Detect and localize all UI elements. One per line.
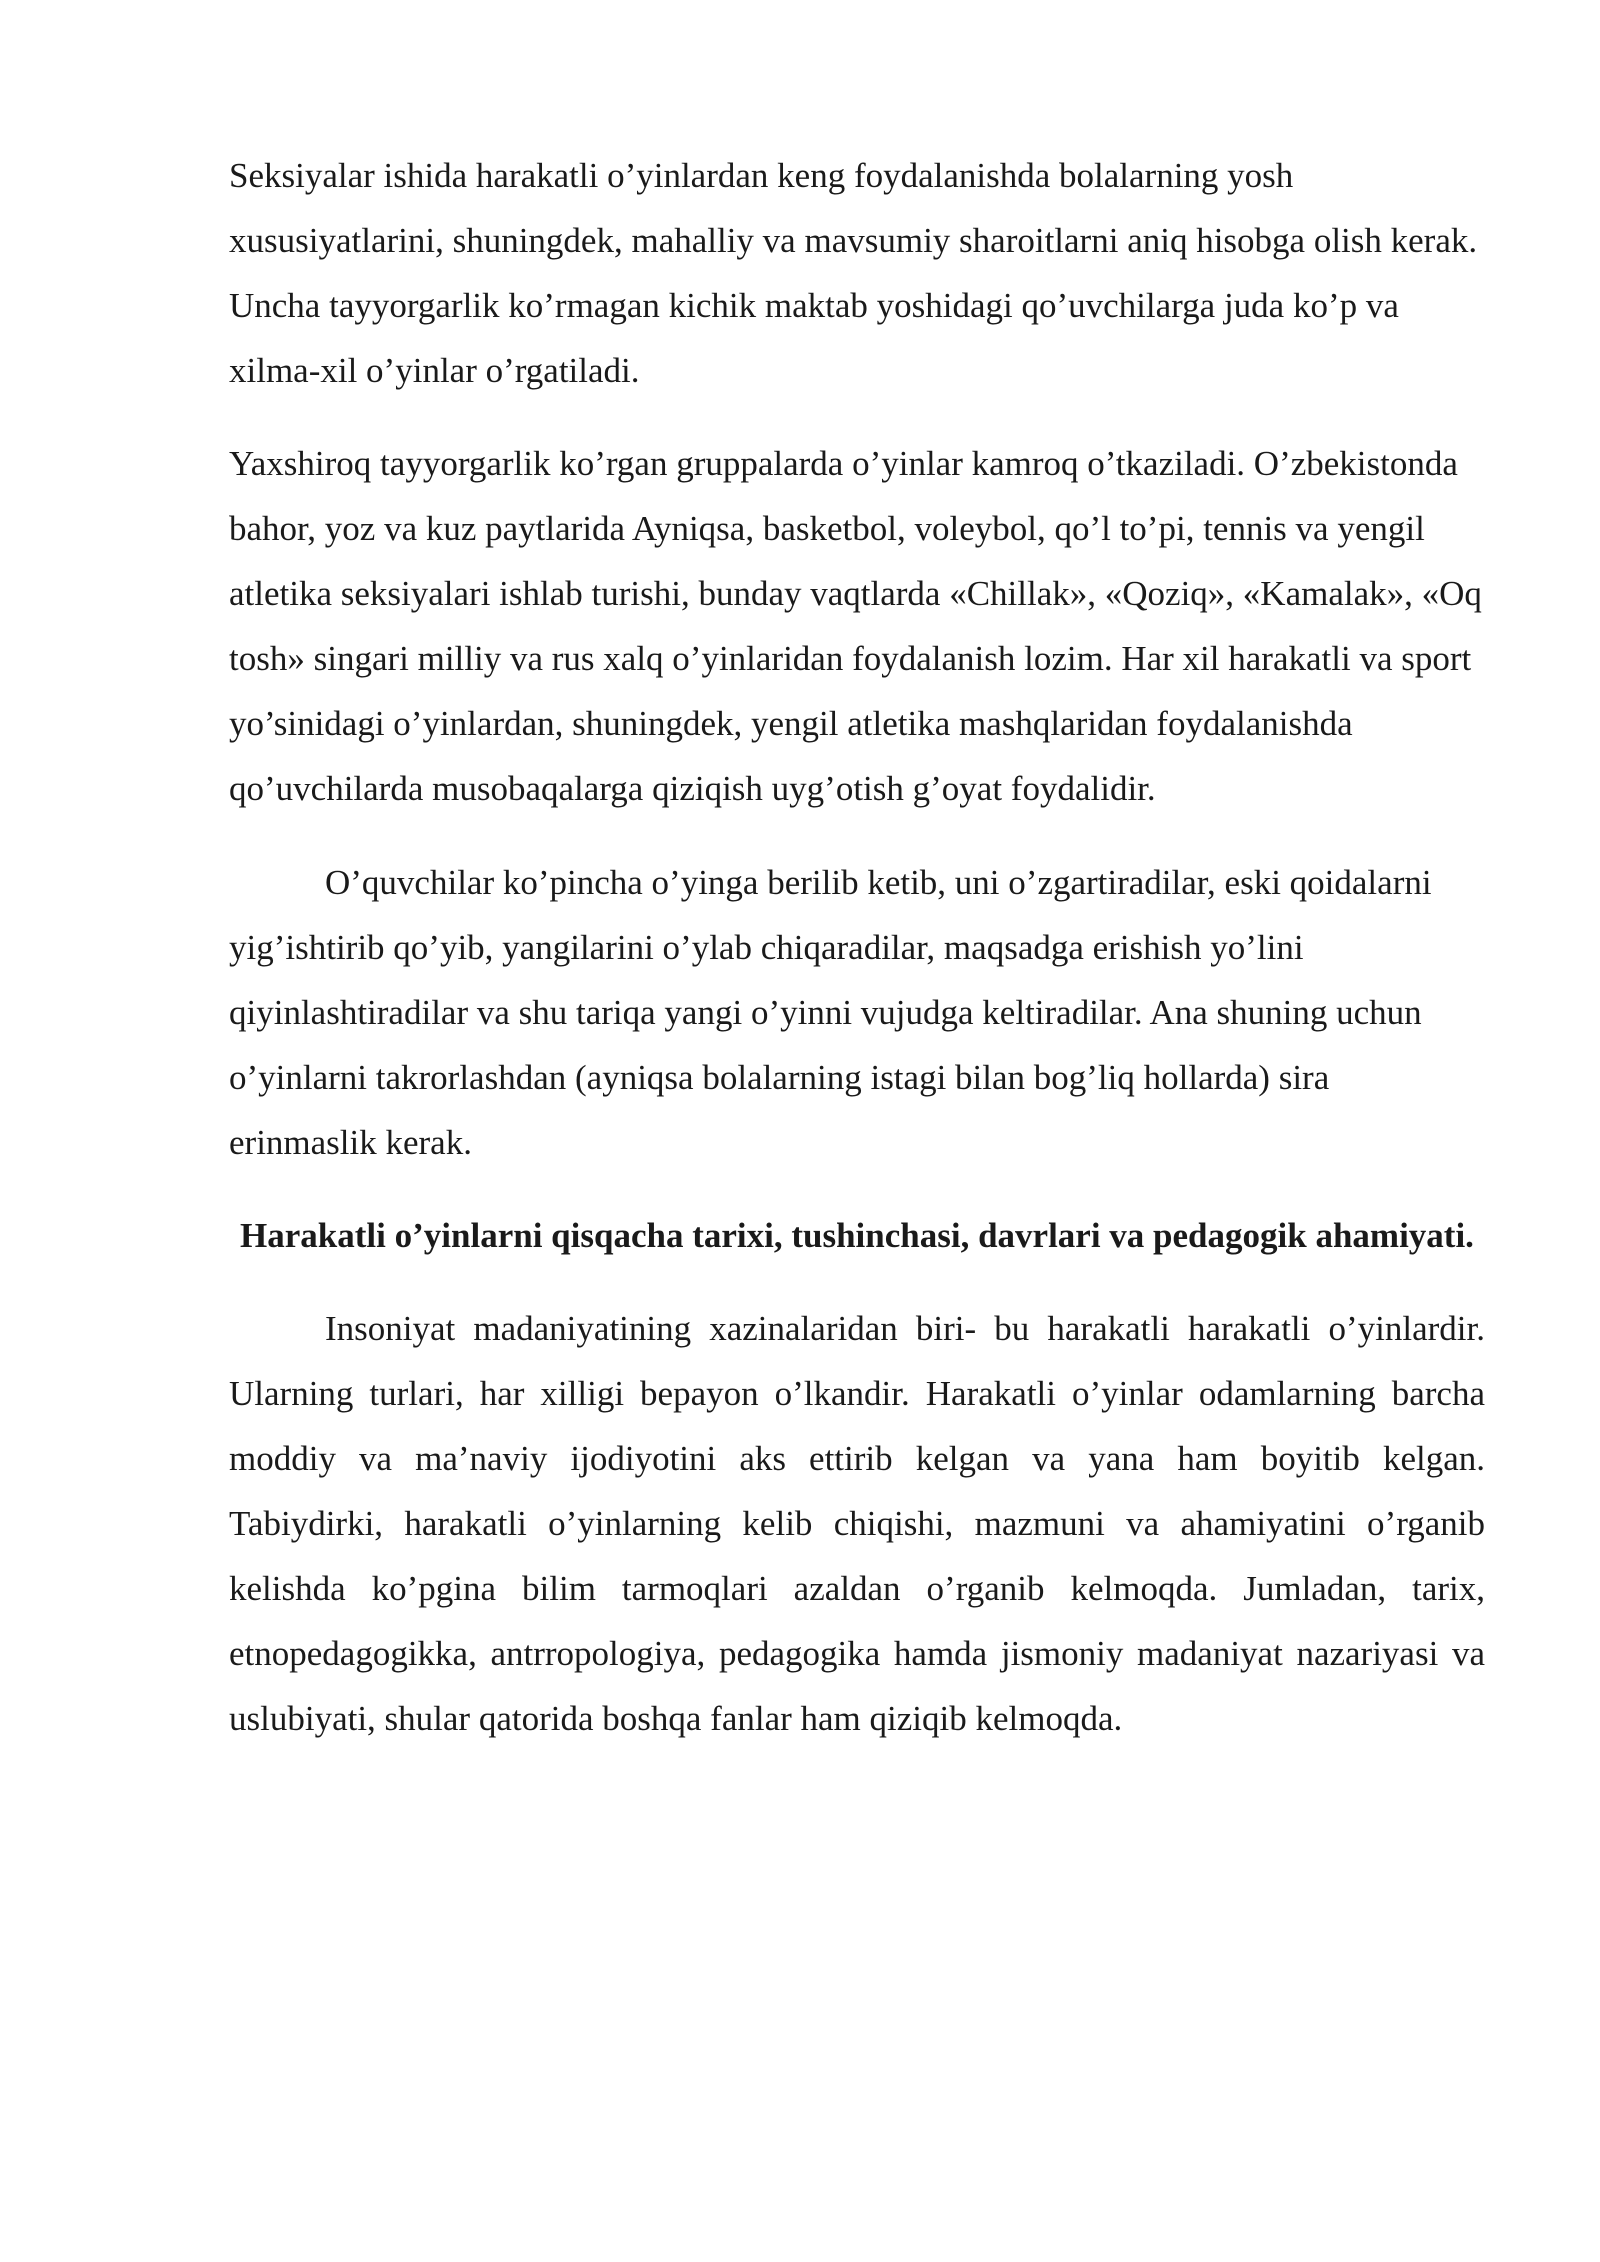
paragraph-4: Insoniyat madaniyatining xazinalaridan biri- bu harakatli harakatli o’yinlardir. Ularning turlari, har xilligi bepayon o’lkandir. Harakatli o’yinlar odamlarning barcha moddiy va ma’naviy ijodiyotini aks ettirib kelgan va yana ham boyitib kelgan. Tabiydirki, harakatli o’yinlarning kelib chiqishi, mazmuni va ahamiyatini o’rganib kelishda ko’pgina bilim tarmoqlari azaldan o’rganib kelmoqda. Jumladan, tarix, etnopedagogikka, antrropologiya, pedagogika hamda jismoniy madaniyat nazariyasi va uslubiyati, shular qatorida boshqa fanlar ham qiziqib kelmoqda. [229,1309,1485,1738]
paragraph-1: Seksiyalar ishida harakatli o’yinlardan keng foydalanishda bolalarning yosh xususiyatlarini, shuningdek, mahalliy va mavsumiy sharoitlarni aniq hisobga olish kerak. Uncha tayyorgarlik ko’rmagan kichik maktab yoshidagi qo’uvchilarga juda ko’p va xilma-xil o’yinlar o’rgatiladi. [229,156,1478,390]
document-body [229,143,1485,1751]
paragraph-2: Yaxshiroq tayyorgarlik ko’rgan gruppalarda o’yinlar kamroq o’tkaziladi. O’zbekistonda bahor, yoz va kuz paytlarida Ayniqsa, basketbol, voleybol, qo’l to’pi, tennis va yengil atletika seksiyalari ishlab turishi, bunday vaqtlarda «Chillak», «Qoziq», «Kamalak», «Oq tosh» singari milliy va rus xalq o’yinlaridan foydalanish lozim. Har xil harakatli va sport yo’sinidagi o’yinlardan, shuningdek, yengil atletika mashqlaridan foydalanishda qo’uvchilarda musobaqalarga qiziqish uyg’otish g’oyat foydalidir. [229,444,1482,808]
paragraph-3: O’quvchilar ko’pincha o’yinga berilib ketib, uni o’zgartiradilar, eski qoidalarni yig’ishtirib qo’yib, yangilarini o’ylab chiqaradilar, maqsadga erishish yo’lini qiyinlashtiradilar va shu tariqa yangi o’yinni vujudga keltiradilar. Ana shuning uchun o’yinlarni takrorlashdan (ayniqsa bolalarning istagi bilan bog’liq hollarda) sira erinmaslik kerak. [229,863,1432,1162]
section-heading: Harakatli o’yinlarni qisqacha tarixi, tushinchasi, davrlari va pedagogik ahamiyati. [240,1216,1474,1255]
